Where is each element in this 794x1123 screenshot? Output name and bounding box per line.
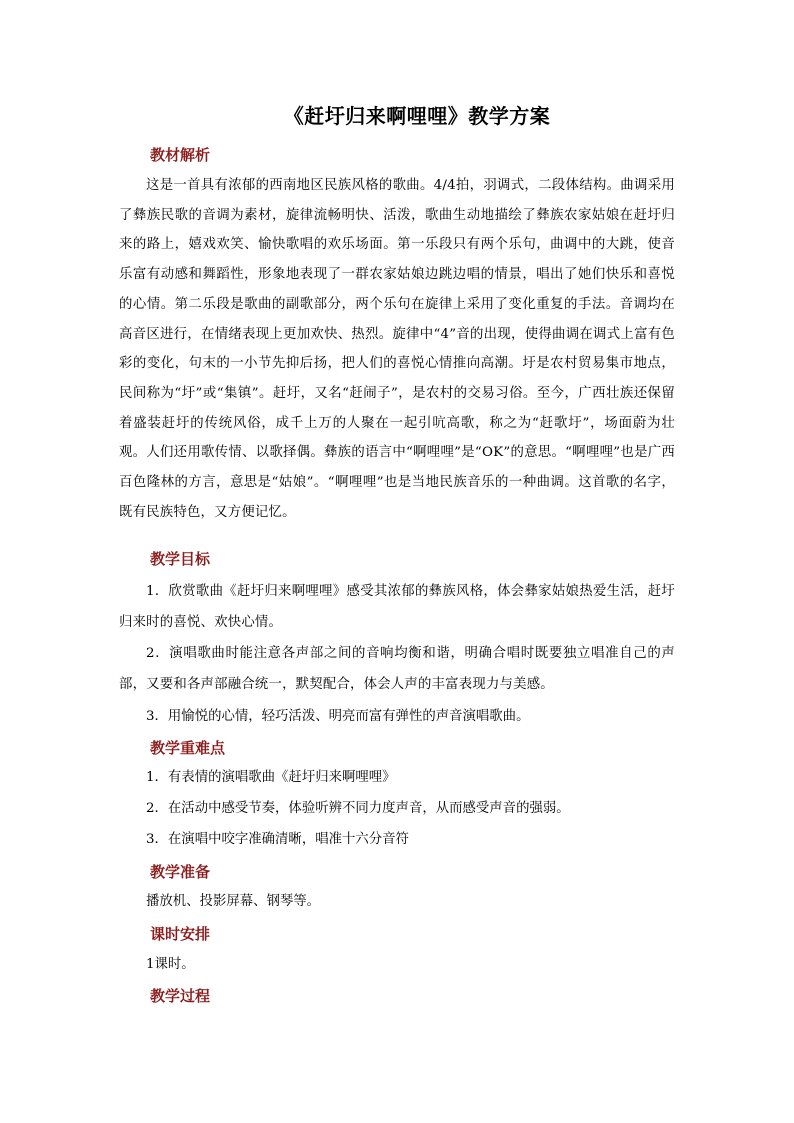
key-point-item-1: 1．有表情的演唱歌曲《赶圩归来啊哩哩》 — [146, 770, 396, 785]
key-point-item-2: 2．在活动中感受节奏，体验听辨不同力度声音，从而感受声音的强弱。 — [146, 801, 570, 816]
heading-process: 教学过程 — [150, 987, 211, 1005]
analysis-paragraph: 这是一首具有浓郁的西南地区民族风格的歌曲。4/4拍，羽调式，二段体结构。曲调采用了彝族民歌的音调为素材，旋律流畅明快、活泼，歌曲生动地描绘了彝族农家姑娘在赶圩归来的路上，嬉戏欢笑、愉快歌唱的欢乐场面。第一乐段只有两个乐句，曲调中的大跳，使音乐富有动感和舞蹈性，形象地表现了一群农家姑娘边跳边唱的情景，唱出了她们快乐和喜悦的心情。第二乐段是歌曲的副歌部分，两个乐句在旋律上采用了变化重复的手法。音调均在高音区进行，在情绪表现上更加欢快、热烈。旋律中“4”音的出现，使得曲调在调式上富有色彩的变化，句末的一小节先抑后扬，把人们的喜悦心情推向高潮。圩是农村贸易集市地点，民间称为“圩”或“集镇”。赶圩，又名“赶闹子”，是农村的交易习俗。至今，广西壮族还保留着盛装赶圩的传统风俗，成千上万的人聚在一起引吭高歌，称之为“赶歌圩”，场面蔚为壮观。人们还用歌传情、以歌择偶。彝族的语言中“啊哩哩”是“OK”的意思。“啊哩哩”也是广西百色隆林的方言，意思是“姑娘”。“啊哩哩”也是当地民族音乐的一种曲调。这首歌的名字，既有民族特色，又方便记忆。 — [119, 178, 675, 520]
key-point-item-3: 3．在演唱中咬字准确清晰，唱准十六分音符 — [146, 832, 409, 847]
heading-key-points: 教学重难点 — [150, 739, 226, 757]
objective-item-1: 1．欣赏歌曲《赶圩归来啊哩哩》感受其浓郁的彝族风格，体会彝家姑娘热爱生活，赶圩归来时的喜悦、欢快心情。 — [119, 584, 675, 630]
schedule-text: 1课时。 — [146, 957, 195, 972]
document-title: 《赶圩归来啊哩哩》教学方案 — [283, 104, 551, 128]
objective-item-3: 3．用愉悦的心情，轻巧活泼、明亮而富有弹性的声音演唱歌曲。 — [146, 709, 530, 724]
heading-schedule: 课时安排 — [150, 925, 211, 943]
objective-item-2: 2．演唱歌曲时能注意各声部之间的音响均衡和谐，明确合唱时既要独立唱准自己的声部，又要和各声部融合统一，默契配合，体会人声的丰富表现力与美感。 — [119, 646, 675, 692]
heading-objectives: 教学目标 — [150, 550, 211, 568]
heading-analysis: 教材解析 — [150, 146, 211, 164]
preparation-text: 播放机、投影屏幕、钢琴等。 — [146, 894, 321, 909]
heading-preparation: 教学准备 — [150, 863, 211, 881]
